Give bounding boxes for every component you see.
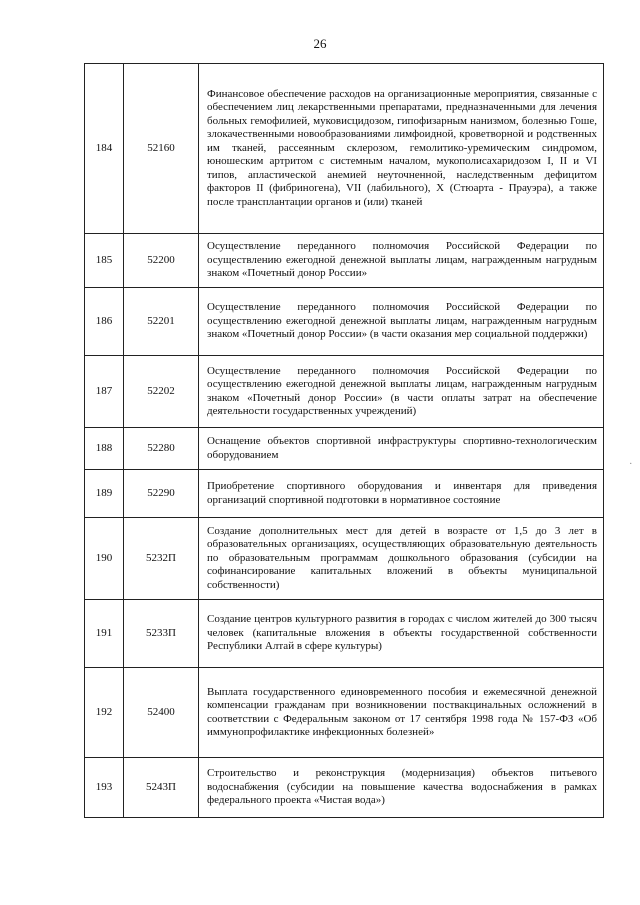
row-description: Строительство и реконструкция (модернизация) объектов питьевого водоснабжения (субсидии на повышение качества водоснабжения в рамках федерального проекта «Чистая вода») — [199, 758, 604, 818]
table-row — [85, 356, 604, 428]
row-code: 52160 — [124, 64, 199, 234]
row-number: 191 — [85, 600, 124, 668]
row-description: Осуществление переданного полномочия Российской Федерации по осуществлению ежегодной денежной выплаты лицам, награжденным нагрудным знаком «Почетный донор России» — [199, 234, 604, 288]
row-number: 189 — [85, 470, 124, 518]
table-row — [85, 288, 604, 356]
row-code: 52200 — [124, 234, 199, 288]
row-description: Осуществление переданного полномочия Российской Федерации по осуществлению ежегодной денежной выплаты лицам, награжденным нагрудным знаком «Почетный донор России» (в части оплаты затрат на обеспечение деятельности государственных учреждений) — [199, 356, 604, 428]
row-code: 5232П — [124, 518, 199, 600]
table-row — [85, 600, 604, 668]
row-number: 187 — [85, 356, 124, 428]
table-row — [85, 428, 604, 470]
row-description: Создание центров культурного развития в городах с числом жителей до 300 тысяч человек (капитальные вложения в объекты государственной собственности Республики Алтай в сфере культуры) — [199, 600, 604, 668]
row-number: 185 — [85, 234, 124, 288]
row-number: 190 — [85, 518, 124, 600]
table-row — [85, 470, 604, 518]
row-code: 52400 — [124, 668, 199, 758]
row-code: 52201 — [124, 288, 199, 356]
page-number: 26 — [313, 36, 327, 51]
table-row — [85, 668, 604, 758]
row-number: 184 — [85, 64, 124, 234]
row-number: 193 — [85, 758, 124, 818]
budget-codes-table — [84, 63, 604, 818]
row-code: 52202 — [124, 356, 199, 428]
row-description: Создание дополнительных мест для детей в возрасте от 1,5 до 3 лет в образовательных организациях, осуществляющих образовательную деятельность по образовательным программам дошкольного образования (субсидии на софинансирование капитальных вложений в объекты муниципальной собственности) — [199, 518, 604, 600]
scan-edge-mark: . — [629, 456, 632, 467]
row-description: Осуществление переданного полномочия Российской Федерации по осуществлению ежегодной денежной выплаты лицам, награжденным нагрудным знаком «Почетный донор России» (в части оказания мер социальной поддержки) — [199, 288, 604, 356]
row-code: 52290 — [124, 470, 199, 518]
table-row — [85, 518, 604, 600]
row-description: Оснащение объектов спортивной инфраструктуры спортивно-технологическим оборудованием — [199, 428, 604, 470]
row-description: Финансовое обеспечение расходов на организационные мероприятия, связанные с обеспечением лиц лекарственными препаратами, предназначенными для лечения больных гемофилией, муковисцидозом, гипофизарным нанизмом, болезнью Гоше, злокачественными новообразованиями лимфоидной, кроветворной и родственных им тканей, рассеянным склерозом, гемолитико-уремическим синдромом, юношеским артритом с системным началом, мукополисахаридозом I, II и VI типов, апластической анемией неуточненной, наследственным дефицитом факторов II (фибриногена), VII (лабильного), X (Стюарта - Прауэра), а также после трансплантации органов и (или) тканей — [199, 64, 604, 234]
row-number: 186 — [85, 288, 124, 356]
row-number: 188 — [85, 428, 124, 470]
row-description: Приобретение спортивного оборудования и инвентаря для приведения организаций спортивной подготовки в нормативное состояние — [199, 470, 604, 518]
table-row — [85, 758, 604, 818]
row-code: 5243П — [124, 758, 199, 818]
table-row — [85, 234, 604, 288]
row-description: Выплата государственного единовременного пособия и ежемесячной денежной компенсации гражданам при возникновении поствакцинальных осложнений в соответствии с Федеральным законом от 17 сентября 1998 года № 157-ФЗ «Об иммунопрофилактике инфекционных болезней» — [199, 668, 604, 758]
row-number: 192 — [85, 668, 124, 758]
row-code: 5233П — [124, 600, 199, 668]
row-code: 52280 — [124, 428, 199, 470]
table-row — [85, 64, 604, 234]
